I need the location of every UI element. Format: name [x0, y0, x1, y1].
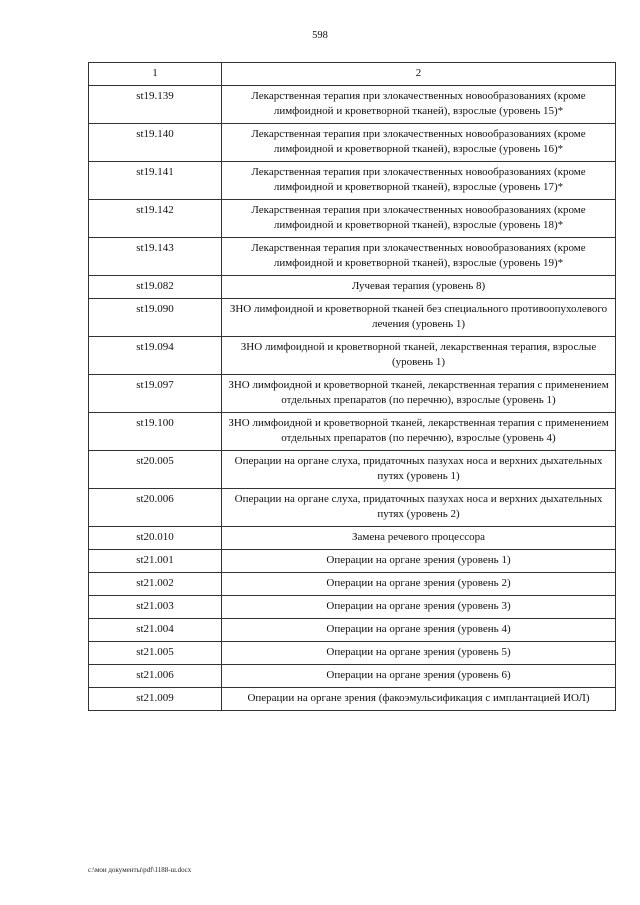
- table-row: [89, 299, 616, 337]
- column-header-2: 2: [222, 63, 616, 86]
- row-code: st20.010: [89, 527, 222, 550]
- row-code: st19.090: [89, 299, 222, 337]
- row-code: st19.094: [89, 337, 222, 375]
- row-code: st20.006: [89, 489, 222, 527]
- row-code: st20.005: [89, 451, 222, 489]
- row-code: st19.141: [89, 162, 222, 200]
- row-description: Лекарственная терапия при злокачественных новообразованиях (кроме лимфоидной и кроветворной тканей), взрослые (уровень 17)*: [222, 162, 616, 200]
- row-code: st21.005: [89, 642, 222, 665]
- table-row: [89, 413, 616, 451]
- row-description: Операции на органе слуха, придаточных пазухах носа и верхних дыхательных путях (уровень 1): [222, 451, 616, 489]
- table-row: [89, 375, 616, 413]
- table-row: [89, 86, 616, 124]
- row-description: Операции на органе зрения (уровень 6): [222, 665, 616, 688]
- table-row: [89, 276, 616, 299]
- row-description: Лекарственная терапия при злокачественных новообразованиях (кроме лимфоидной и кроветворной тканей), взрослые (уровень 16)*: [222, 124, 616, 162]
- table-row: [89, 451, 616, 489]
- table-row: [89, 619, 616, 642]
- table-row: [89, 596, 616, 619]
- table-header-row: [89, 63, 616, 86]
- footer-file-path: c:\мои документы\pdf\1188-ш.docx: [88, 866, 192, 874]
- row-description: Лекарственная терапия при злокачественных новообразованиях (кроме лимфоидной и кроветворной тканей), взрослые (уровень 19)*: [222, 238, 616, 276]
- row-description: Замена речевого процессора: [222, 527, 616, 550]
- table-row: [89, 162, 616, 200]
- row-description: Операции на органе зрения (уровень 2): [222, 573, 616, 596]
- row-code: st19.139: [89, 86, 222, 124]
- row-code: st21.009: [89, 688, 222, 711]
- table-row: [89, 238, 616, 276]
- table-row: [89, 665, 616, 688]
- row-code: st19.143: [89, 238, 222, 276]
- row-description: ЗНО лимфоидной и кроветворной тканей, лекарственная терапия, взрослые (уровень 1): [222, 337, 616, 375]
- table-row: [89, 527, 616, 550]
- row-code: st19.082: [89, 276, 222, 299]
- row-code: st19.097: [89, 375, 222, 413]
- table-row: [89, 550, 616, 573]
- tariff-table: [88, 62, 616, 711]
- table-row: [89, 573, 616, 596]
- row-description: ЗНО лимфоидной и кроветворной тканей, лекарственная терапия с применением отдельных препаратов (по перечню), взрослые (уровень 1): [222, 375, 616, 413]
- row-code: st21.004: [89, 619, 222, 642]
- table-body: [89, 86, 616, 711]
- row-description: Операции на органе зрения (уровень 1): [222, 550, 616, 573]
- page-number: 598: [312, 30, 328, 41]
- row-description: ЗНО лимфоидной и кроветворной тканей, лекарственная терапия с применением отдельных препаратов (по перечню), взрослые (уровень 4): [222, 413, 616, 451]
- table-row: [89, 489, 616, 527]
- row-code: st21.003: [89, 596, 222, 619]
- row-code: st21.001: [89, 550, 222, 573]
- row-description: ЗНО лимфоидной и кроветворной тканей без специального противоопухолевого лечения (уровень 1): [222, 299, 616, 337]
- row-description: Операции на органе слуха, придаточных пазухах носа и верхних дыхательных путях (уровень 2): [222, 489, 616, 527]
- row-code: st19.140: [89, 124, 222, 162]
- row-code: st21.002: [89, 573, 222, 596]
- row-code: st21.006: [89, 665, 222, 688]
- table-row: [89, 337, 616, 375]
- row-description: Операции на органе зрения (уровень 5): [222, 642, 616, 665]
- row-description: Лекарственная терапия при злокачественных новообразованиях (кроме лимфоидной и кроветворной тканей), взрослые (уровень 18)*: [222, 200, 616, 238]
- row-description: Лекарственная терапия при злокачественных новообразованиях (кроме лимфоидной и кроветворной тканей), взрослые (уровень 15)*: [222, 86, 616, 124]
- row-description: Операции на органе зрения (факоэмульсификация с имплантацией ИОЛ): [222, 688, 616, 711]
- table-row: [89, 688, 616, 711]
- row-description: Операции на органе зрения (уровень 3): [222, 596, 616, 619]
- row-description: Операции на органе зрения (уровень 4): [222, 619, 616, 642]
- table-row: [89, 200, 616, 238]
- column-header-1: 1: [89, 63, 222, 86]
- table-row: [89, 124, 616, 162]
- row-code: st19.100: [89, 413, 222, 451]
- row-description: Лучевая терапия (уровень 8): [222, 276, 616, 299]
- table-row: [89, 642, 616, 665]
- row-code: st19.142: [89, 200, 222, 238]
